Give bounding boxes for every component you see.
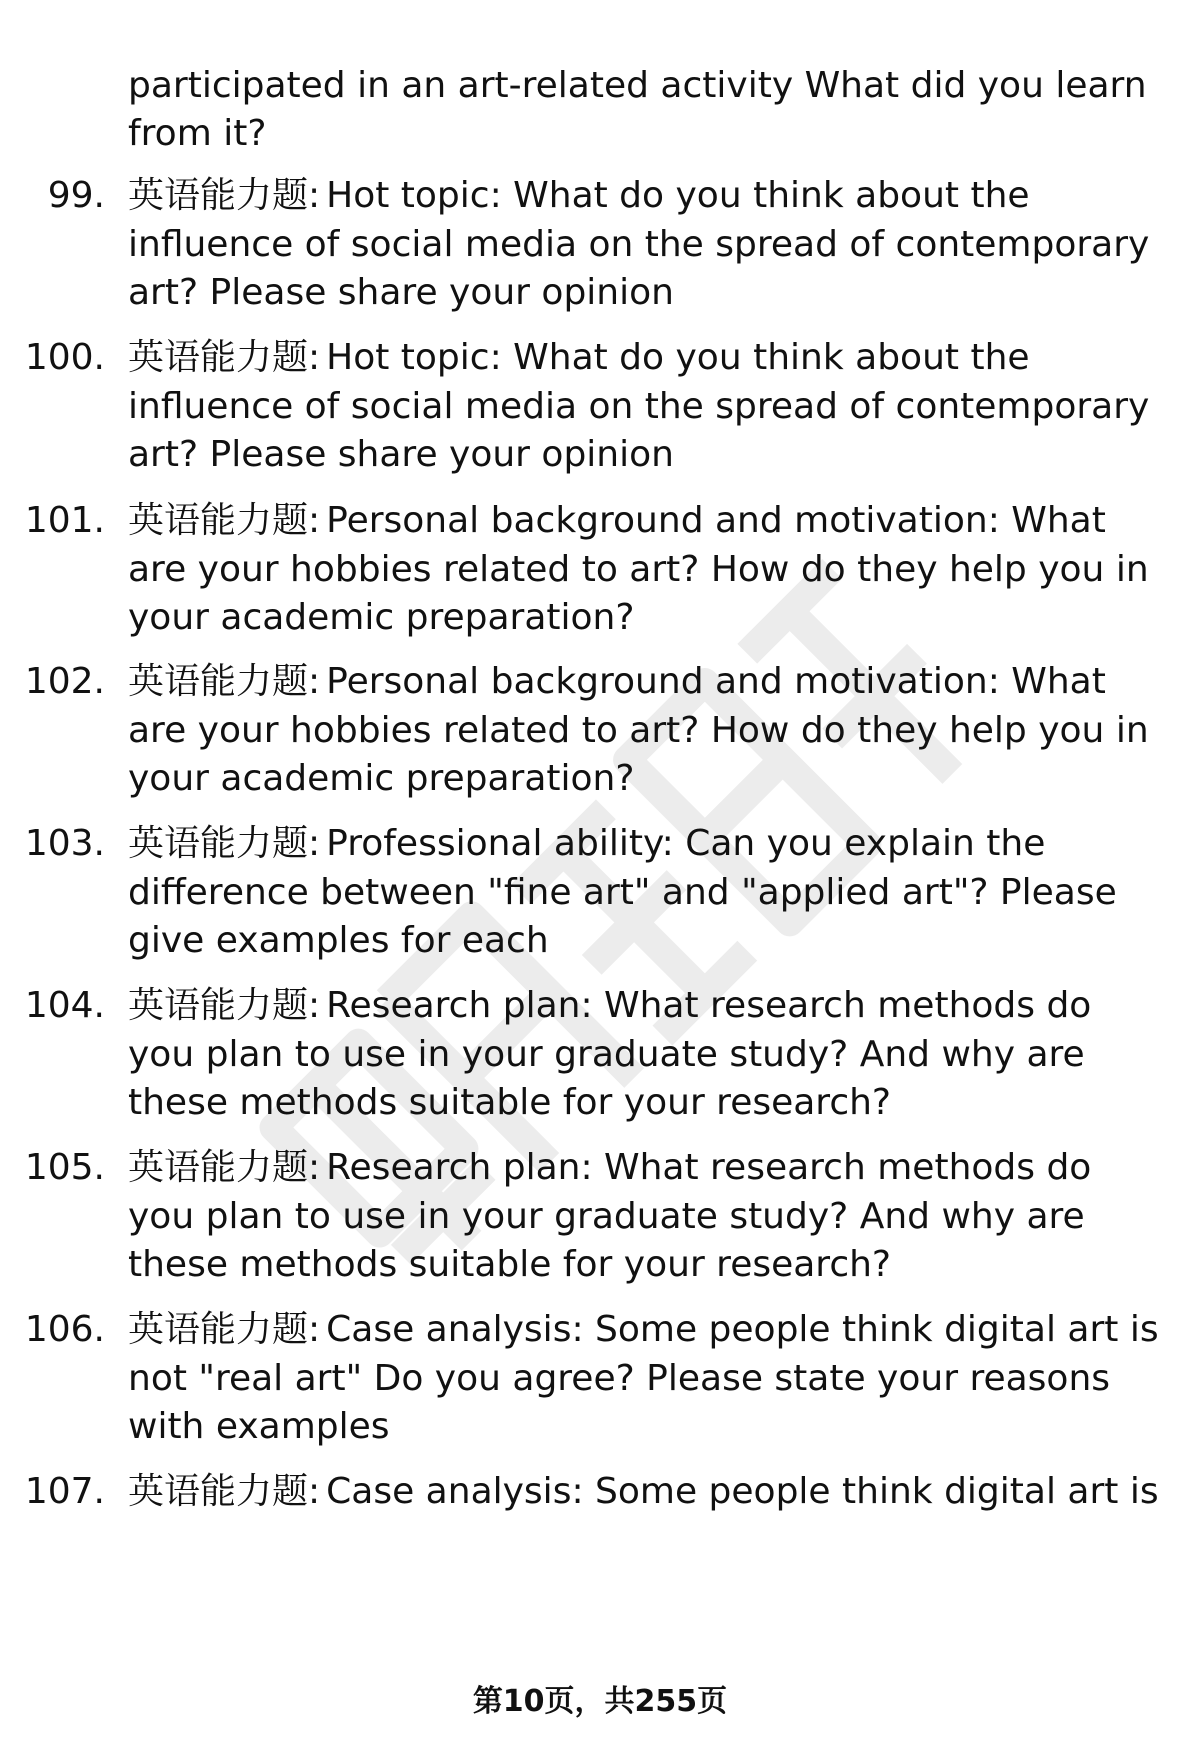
item-body: Hot topic: What do you think about the influence of social media on the spread of contemporary art? Please share your opinion: [128, 337, 1150, 475]
item-tag: 英语能力题:: [128, 1309, 321, 1350]
item-text: [128, 1306, 1160, 1452]
item-tag: 英语能力题:: [128, 337, 321, 378]
item-text: [128, 172, 1160, 318]
item-body: Personal background and motivation: What are your hobbies related to art? How do they help you in your academic preparation?: [128, 661, 1149, 799]
item-body: Hot topic: What do you think about the influence of social media on the spread of contemporary art? Please share your opinion: [128, 175, 1150, 313]
item-tag: 英语能力题:: [128, 985, 321, 1026]
item-text: [128, 820, 1160, 966]
item-tag: 英语能力题:: [128, 823, 321, 864]
item-number: 104.: [24, 985, 105, 1026]
item-number: 99.: [47, 175, 105, 216]
item-text: [128, 982, 1160, 1128]
item-body: Professional ability: Can you explain the difference between "fine art" and "applied art"? Please give examples for each: [128, 823, 1117, 961]
item-number: 103.: [24, 823, 105, 864]
item-text: [128, 1144, 1160, 1290]
item-text: [128, 334, 1160, 480]
item-number: 101.: [24, 500, 105, 541]
page-footer: 第10页，共255页: [472, 1684, 728, 1719]
item-number: 102.: [24, 661, 105, 702]
item-tag: 英语能力题:: [128, 175, 321, 216]
item-body: Research plan: What research methods do you plan to use in your graduate study? And why are these methods suitable for your research?: [128, 1147, 1092, 1285]
item-tag: 英语能力题:: [128, 500, 321, 541]
item-text: [128, 1468, 1160, 1517]
item-body: Case analysis: Some people think digital art is not "real art" Do you agree? Please state your reasons with examples: [128, 1309, 1159, 1447]
item-number: 106.: [24, 1309, 105, 1350]
continuation-text: participated in an art-related activity What did you learn from it?: [128, 65, 1147, 154]
item-tag: 英语能力题:: [128, 1147, 321, 1188]
item-body: Personal background and motivation: What are your hobbies related to art? How do they help you in your academic preparation?: [128, 500, 1149, 638]
item-text: [128, 497, 1160, 643]
item-text: [128, 658, 1160, 804]
item-body: Case analysis: Some people think digital art is: [326, 1471, 1159, 1512]
item-tag: 英语能力题:: [128, 1471, 321, 1512]
item-body: Research plan: What research methods do you plan to use in your graduate study? And why are these methods suitable for your research?: [128, 985, 1092, 1123]
item-number: 105.: [24, 1147, 105, 1188]
item-tag: 英语能力题:: [128, 661, 321, 702]
item-number: 100.: [24, 337, 105, 378]
item-number: 107.: [24, 1471, 105, 1512]
